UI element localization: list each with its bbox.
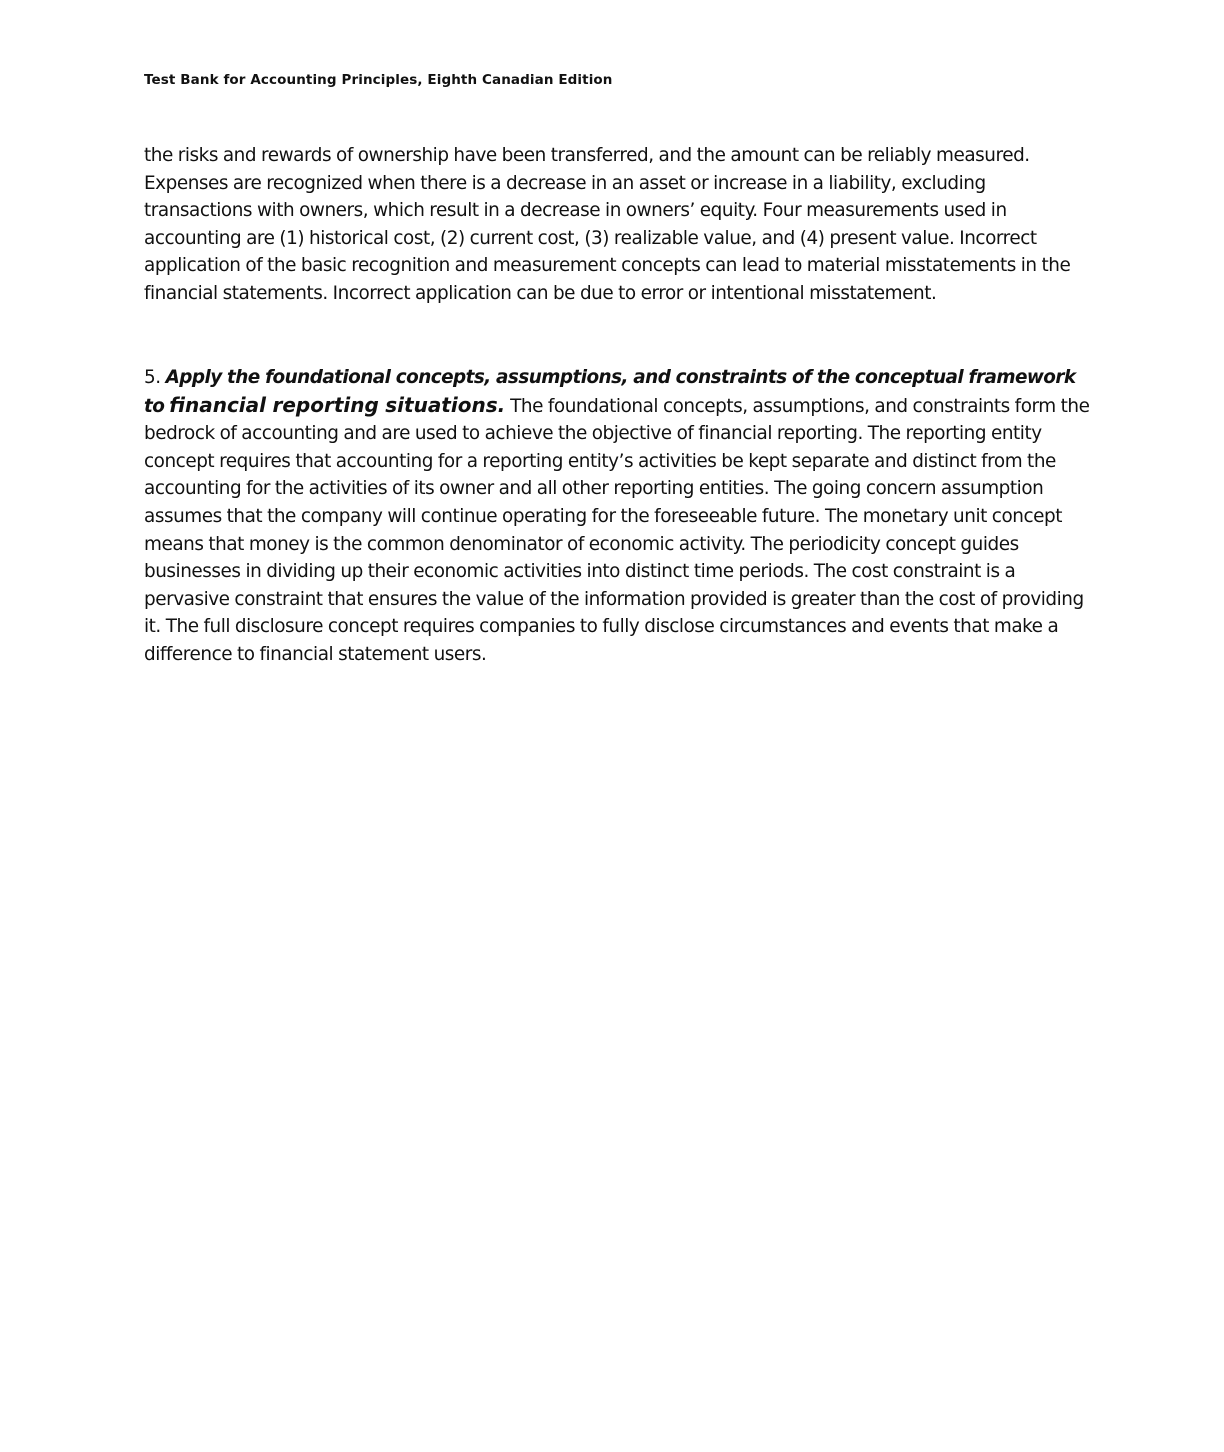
objective-body-text: The foundational concepts, assumptions, and constraints form the bedrock of accounting and are used to achieve the objective of financial reporting. The reporting entity concept requires that accounting for a reporting entity’s activities be kept separate and distinct from the accounting for the activities of its owner and all other reporting entities. The going concern assumption assumes that the company will continue operating for the foreseeable future. The monetary unit concept means that money is the common denominator of economic activity. The periodicity concept guides businesses in dividing up their economic activities into distinct time periods. The cost constraint is a pervasive constraint that ensures the value of the information provided is greater than the cost of providing it. The full disclosure concept requires companies to fully disclose circumstances and events that make a difference to financial statement users. [144, 395, 1090, 665]
learning-objective-5-paragraph [144, 364, 1090, 669]
running-header: Test Bank for Accounting Principles, Eighth Canadian Edition [144, 72, 613, 88]
objective-heading-line-1: Apply the foundational concepts, assumptions, and constraints of the conceptual framework to [144, 367, 1076, 417]
continuation-paragraph: the risks and rewards of ownership have been transferred, and the amount can be reliably measured. Expenses are recognized when there is a decrease in an asset or increase in a liability, excluding transactions with owners, which result in a decrease in owners’ equity. Four measurements used in accounting are (1) historical cost, (2) current cost, (3) realizable value, and (4) present value. Incorrect application of the basic recognition and measurement concepts can lead to material misstatements in the financial statements. Incorrect application can be due to error or intentional misstatement. [144, 145, 1071, 304]
objective-number: 5. [144, 367, 161, 388]
objective-heading-line-2: financial reporting situations. [169, 392, 506, 417]
